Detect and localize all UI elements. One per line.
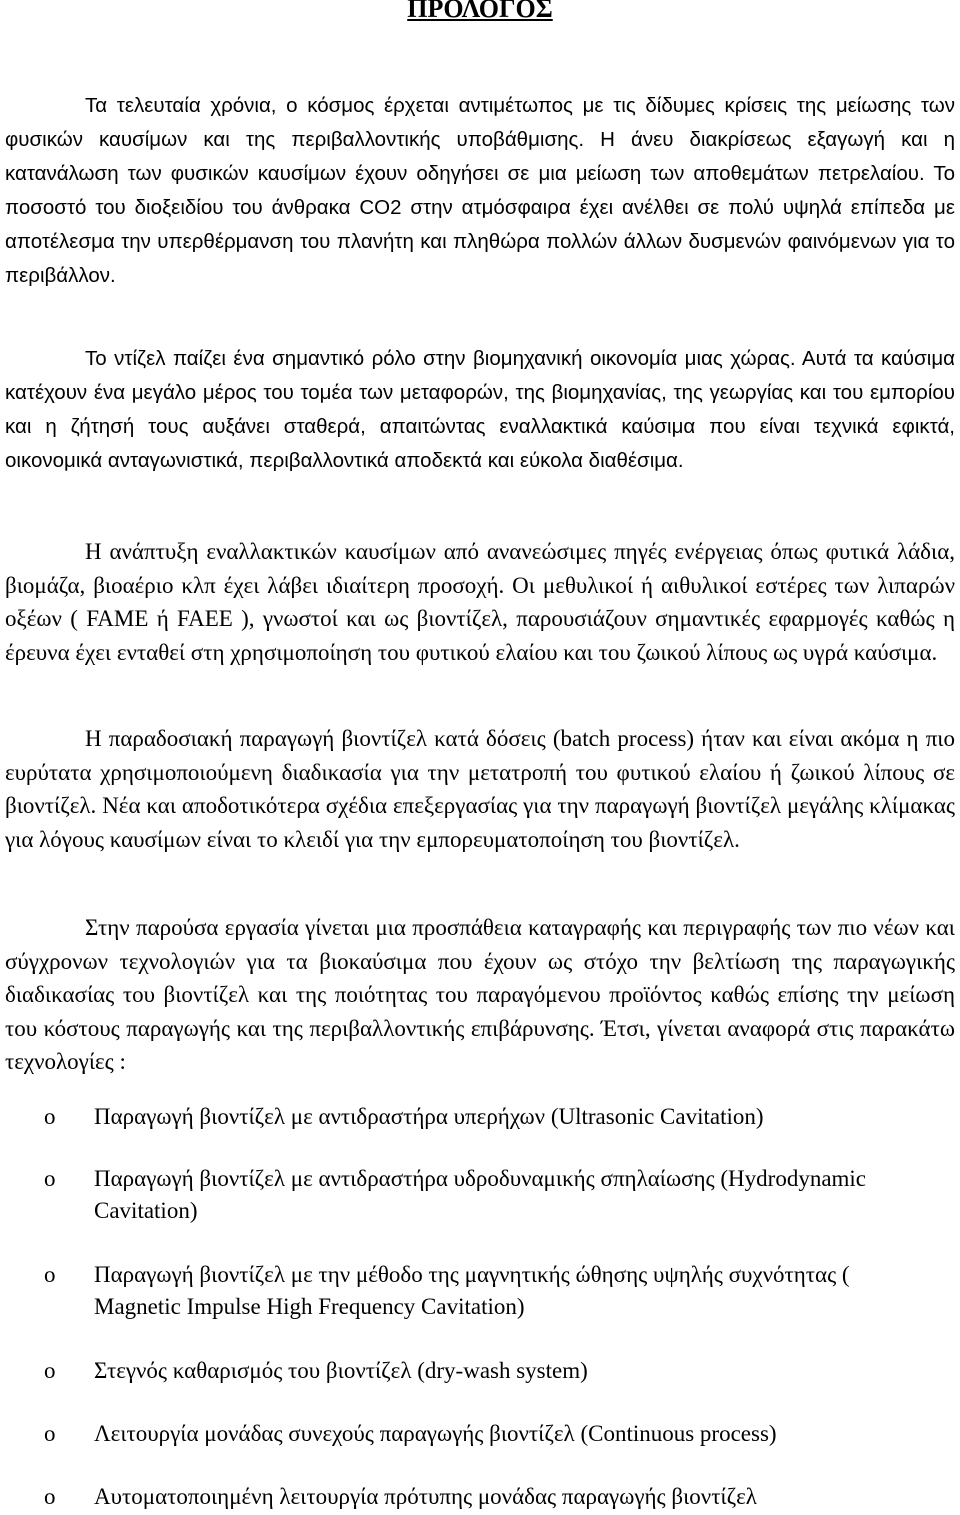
page-title: ΠΡΟΛΟΓΟΣ (407, 0, 553, 23)
paragraph-alternative-fuels: Η ανάπτυξη εναλλακτικών καυσίμων από ανανεώσιμες πηγές ενέργειας όπως φυτικά λάδια, βιομάζα, βιοαέριο κλπ έχει λάβει ιδιαίτερη προσοχή. Οι μεθυλικοί ή αιθυλικοί εστέρες των λιπαρών οξέων ( FAME ή FAEE ), γνωστοί και ως βιοντίζελ, παρουσιάζουν σημαντικές εφαρμογές καθώς η έρευνα έχει ενταθεί στη χρησιμοποίηση του φυτικού ελαίου και του ζωικού λίπους ως υγρά καύσιμα. (5, 539, 955, 665)
bullet-marker: o (44, 1421, 56, 1446)
bullet-marker: o (44, 1166, 56, 1191)
paragraph-intro: Τα τελευταία χρόνια, ο κόσμος έρχεται αντιμέτωπος με τις δίδυμες κρίσεις της μείωσης των φυσικών καυσίμων και της περιβαλλοντικής υποβάθμισης. Η άνευ διακρίσεως εξαγωγή και η κατανάλωση των φυσικών καυσίμων έχουν οδηγήσει σε μια μείωση των αποθεμάτων πετρελαίου. Το ποσοστό του διοξειδίου του άνθρακα CO2 στην ατμόσφαιρα έχει ανέλθει σε πολύ υψηλά επίπεδα με αποτέλεσμα την υπερθέρμανση του πλανήτη και πληθώρα πολλών άλλων δυσμενών φαινόμενων για το περιβάλλον. (5, 94, 955, 287)
list-item-text: Λειτουργία μονάδας συνεχούς παραγωγής βιοντίζελ (Continuous process) (94, 1421, 777, 1446)
list-item-text: Αυτοματοποιημένη λειτουργία πρότυπης μονάδας παραγωγής βιοντίζελ (94, 1484, 757, 1509)
paragraph-batch-process: Η παραδοσιακή παραγωγή βιοντίζελ κατά δόσεις (batch process) ήταν και είναι ακόμα η πιο ευρύτατα χρησιμοποιούμενη διαδικασία για την μετατροπή του φυτικού ελαίου ή ζωικού λίπους σε βιοντίζελ. Νέα και αποδοτικότερα σχέδια επεξεργασίας για την παραγωγή βιοντίζελ μεγάλης κλίμακας για λόγους καυσίμων είναι το κλειδί για την εμπορευματοποίηση του βιοντίζελ. (5, 726, 955, 852)
bullet-marker: o (44, 1262, 56, 1287)
bullet-marker: o (44, 1104, 56, 1129)
bullet-marker: o (44, 1484, 56, 1509)
paragraph-present-work: Στην παρούσα εργασία γίνεται μια προσπάθεια καταγραφής και περιγραφής των πιο νέων και σύγχρονων τεχνολογιών για τα βιοκαύσιμα που έχουν ως στόχο την βελτίωση της παραγωγικής διαδικασίας του βιοντίζελ και της ποιότητας του παραγόμενου προϊόντος καθώς επίσης την μείωση του κόστους παραγωγής και της περιβαλλοντικής επιβάρυνσης. Έτσι, γίνεται αναφορά στις παρακάτω τεχνολογίες : (5, 915, 955, 1074)
list-item-text: Παραγωγή βιοντίζελ με αντιδραστήρα υπερήχων (Ultrasonic Cavitation) (94, 1104, 764, 1129)
list-item-text: Παραγωγή βιοντίζελ με αντιδραστήρα υδροδυναμικής σπηλαίωσης (Hydrodynamic Cavitation) (94, 1166, 867, 1223)
list-item-text: Παραγωγή βιοντίζελ με την μέθοδο της μαγνητικής ώθησης υψηλής συχνότητας ( Magnetic Impulse High Frequency Cavitation) (94, 1262, 850, 1319)
bullet-marker: o (44, 1358, 56, 1383)
paragraph-diesel: Το ντίζελ παίζει ένα σημαντικό ρόλο στην βιομηχανική οικονομία μιας χώρας. Αυτά τα καύσιμα κατέχουν ένα μεγάλο μέρος του τομέα των μεταφορών, της βιομηχανίας, της γεωργίας και του εμπορίου και η ζήτησή τους αυξάνει σταθερά, απαιτώντας εναλλακτικά καύσιμα που είναι τεχνικά εφικτά, οικονομικά ανταγωνιστικά, περιβαλλοντικά αποδεκτά και εύκολα διαθέσιμα. (5, 347, 955, 472)
list-item-text: Στεγνός καθαρισμός του βιοντίζελ (dry-wash system) (94, 1358, 588, 1383)
